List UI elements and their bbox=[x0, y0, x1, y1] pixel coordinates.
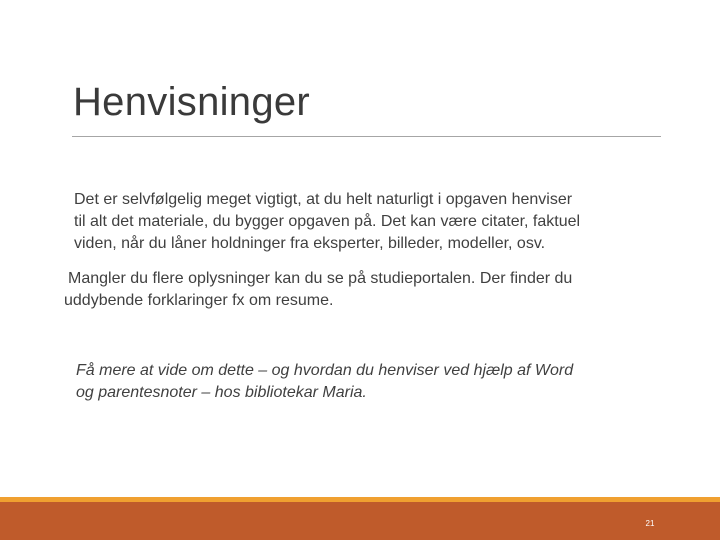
paragraph-line: uddybende forklaringer fx om resume. bbox=[64, 292, 334, 309]
slide-title: Henvisninger bbox=[73, 80, 311, 124]
paragraph-line: Mangler du flere oplysninger kan du se på studieportalen. Der finder du bbox=[68, 270, 573, 287]
title-divider bbox=[72, 136, 661, 137]
paragraph-line: til alt det materiale, du bygger opgaven på. Det kan være citater, faktuel bbox=[74, 213, 581, 230]
paragraph-references-importance bbox=[74, 189, 684, 255]
footer-bar bbox=[0, 502, 720, 540]
paragraph-librarian-note bbox=[76, 360, 676, 404]
page-number: 21 bbox=[645, 519, 655, 528]
paragraph-study-portal bbox=[64, 268, 684, 312]
paragraph-line: Få mere at vide om dette – og hvordan du henviser ved hjælp af Word bbox=[76, 362, 574, 379]
paragraph-line: Det er selvfølgelig meget vigtigt, at du helt naturligt i opgaven henviser bbox=[74, 191, 573, 208]
paragraph-line: viden, når du låner holdninger fra eksperter, billeder, modeller, osv. bbox=[74, 235, 546, 252]
paragraph-line: og parentesnoter – hos bibliotekar Maria. bbox=[76, 384, 367, 401]
